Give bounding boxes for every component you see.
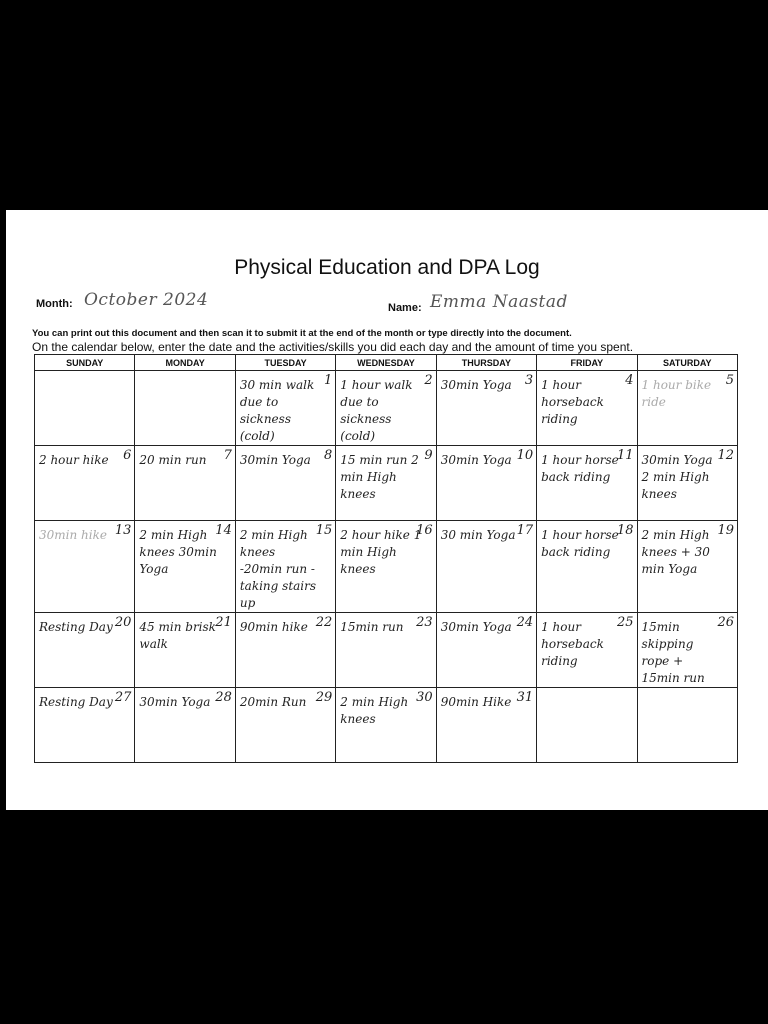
activity-entry: 30min Yoga 2 min High knees — [641, 453, 713, 501]
activity-entry: Resting Day — [39, 695, 113, 709]
calendar-day-cell — [436, 613, 536, 688]
day-number: 28 — [215, 690, 232, 705]
day-number: 6 — [123, 448, 132, 463]
calendar-day-cell — [35, 446, 135, 521]
calendar-day-cell — [537, 613, 637, 688]
day-number: 22 — [315, 615, 333, 630]
calendar-day-cell — [637, 521, 737, 613]
instruction-note: You can print out this document and then scan it to submit it at the end of the month or type directly into the document. — [32, 328, 572, 339]
activity-entry: Resting Day — [39, 620, 113, 634]
activity-entry: 2 min High knees + 30 min Yoga — [641, 528, 710, 576]
day-number: 25 — [616, 615, 634, 630]
activity-entry: 1 hour horseback riding — [541, 378, 604, 426]
calendar-week-row — [35, 521, 738, 613]
month-label: Month: — [36, 298, 73, 310]
day-number: 4 — [625, 373, 634, 388]
day-header-wednesday: WEDNESDAY — [336, 355, 436, 371]
day-number: 2 — [424, 373, 433, 388]
day-number: 14 — [215, 523, 232, 538]
day-number: 12 — [717, 448, 734, 463]
day-number: 18 — [616, 523, 634, 538]
activity-entry: 30min Yoga — [440, 378, 512, 392]
page-title: Physical Education and DPA Log — [234, 256, 540, 279]
activity-entry: 1 hour horse back riding — [541, 528, 619, 559]
activity-entry — [35, 371, 134, 377]
name-value: Emma Naastad — [430, 292, 568, 312]
day-number: 16 — [416, 523, 433, 538]
calendar-day-cell — [637, 688, 737, 763]
activity-entry: 1 hour horse back riding — [541, 453, 619, 484]
day-header-monday: MONDAY — [135, 355, 235, 371]
calendar-day-cell — [135, 446, 235, 521]
calendar-day-cell — [235, 371, 335, 446]
day-number: 20 — [114, 615, 132, 630]
calendar-day-cell — [537, 446, 637, 521]
calendar-day-cell — [35, 688, 135, 763]
activity-entry: 1 hour walk due to sickness (cold) — [340, 378, 413, 443]
activity-entry: 30min Yoga — [440, 453, 512, 467]
activity-entry — [537, 688, 636, 694]
activity-entry: 30min hike — [39, 528, 107, 542]
calendar-day-cell — [35, 613, 135, 688]
day-number: 8 — [323, 448, 333, 463]
day-header-tuesday: TUESDAY — [235, 355, 335, 371]
calendar-day-cell — [537, 521, 637, 613]
activity-entry: 30 min Yoga — [440, 528, 516, 542]
activity-entry: 15 min run 2 min High knees — [340, 453, 419, 501]
activity-entry: 2 min High knees 30min Yoga — [139, 528, 217, 576]
instruction-text: On the calendar below, enter the date and the activities/skills you did each day and the amount of time you spent. — [32, 340, 634, 354]
calendar-day-cell — [336, 613, 436, 688]
calendar-week-row — [35, 613, 738, 688]
day-number: 23 — [416, 615, 433, 630]
calendar-day-cell — [436, 371, 536, 446]
calendar-day-cell — [135, 521, 235, 613]
day-number: 26 — [717, 615, 734, 630]
activity-entry: 1 hour horseback riding — [541, 620, 604, 668]
activity-entry: 90min hike — [239, 620, 308, 634]
activity-entry: 2 min High knees -20min run -taking stairs up — [239, 528, 317, 610]
day-header-sunday: SUNDAY — [35, 355, 135, 371]
day-number: 7 — [223, 448, 232, 463]
day-number: 11 — [616, 448, 634, 463]
day-number: 19 — [717, 523, 734, 538]
activity-entry — [135, 371, 234, 377]
calendar-day-cell — [336, 521, 436, 613]
activity-entry: 30min Yoga — [239, 453, 311, 467]
calendar-day-cell — [637, 371, 737, 446]
calendar-day-cell — [436, 688, 536, 763]
calendar-day-cell — [235, 446, 335, 521]
calendar-day-cell — [537, 371, 637, 446]
day-number: 21 — [215, 615, 232, 630]
activity-entry: 1 hour bike ride — [641, 378, 712, 409]
calendar-day-cell — [336, 688, 436, 763]
calendar-day-cell — [135, 613, 235, 688]
calendar-day-cell — [436, 521, 536, 613]
day-number: 17 — [516, 523, 534, 538]
log-sheet — [6, 210, 768, 810]
activity-entry — [638, 688, 737, 694]
activity-entry: 2 hour hike — [39, 453, 109, 467]
day-number: 3 — [524, 373, 534, 388]
day-number: 31 — [516, 690, 534, 705]
activity-entry: 45 min brisk walk — [139, 620, 216, 651]
activity-entry: 30min Yoga — [440, 620, 512, 634]
calendar-week-row — [35, 371, 738, 446]
day-number: 10 — [516, 448, 534, 463]
calendar-day-cell — [135, 371, 235, 446]
activity-entry: 30 min walk due to sickness (cold) — [239, 378, 315, 443]
calendar-day-cell — [637, 613, 737, 688]
activity-entry: 20 min run — [139, 453, 207, 467]
day-number: 13 — [114, 523, 132, 538]
day-number: 30 — [416, 690, 433, 705]
calendar-day-cell — [35, 371, 135, 446]
activity-entry: 30min Yoga — [139, 695, 211, 709]
calendar-day-cell — [336, 446, 436, 521]
day-header-friday: FRIDAY — [537, 355, 637, 371]
calendar-day-cell — [436, 446, 536, 521]
activity-entry: 90min Hike — [440, 695, 512, 709]
activity-calendar — [34, 354, 738, 763]
calendar-day-cell — [637, 446, 737, 521]
calendar-week-row — [35, 688, 738, 763]
day-number: 9 — [424, 448, 433, 463]
day-number: 15 — [315, 523, 333, 538]
day-header-saturday: SATURDAY — [637, 355, 737, 371]
name-label: Name: — [388, 302, 422, 314]
day-number: 1 — [323, 373, 333, 388]
calendar-day-cell — [336, 371, 436, 446]
activity-entry: 2 hour hike 1 min High knees — [340, 528, 422, 576]
day-number: 5 — [725, 373, 734, 388]
day-number: 27 — [114, 690, 132, 705]
day-header-thursday: THURSDAY — [436, 355, 536, 371]
activity-entry: 2 min High knees — [340, 695, 409, 726]
calendar-week-row — [35, 446, 738, 521]
calendar-day-cell — [135, 688, 235, 763]
calendar-day-cell — [235, 521, 335, 613]
calendar-header-row — [35, 355, 738, 371]
day-number: 29 — [315, 690, 333, 705]
activity-entry: 20min Run — [239, 695, 307, 709]
month-value: October 2024 — [84, 290, 209, 310]
calendar-day-cell — [35, 521, 135, 613]
activity-entry: 15min run — [340, 620, 404, 634]
activity-entry: 15min skipping rope + 15min run — [641, 620, 705, 685]
calendar-day-cell — [537, 688, 637, 763]
day-number: 24 — [516, 615, 534, 630]
calendar-day-cell — [235, 688, 335, 763]
calendar-day-cell — [235, 613, 335, 688]
